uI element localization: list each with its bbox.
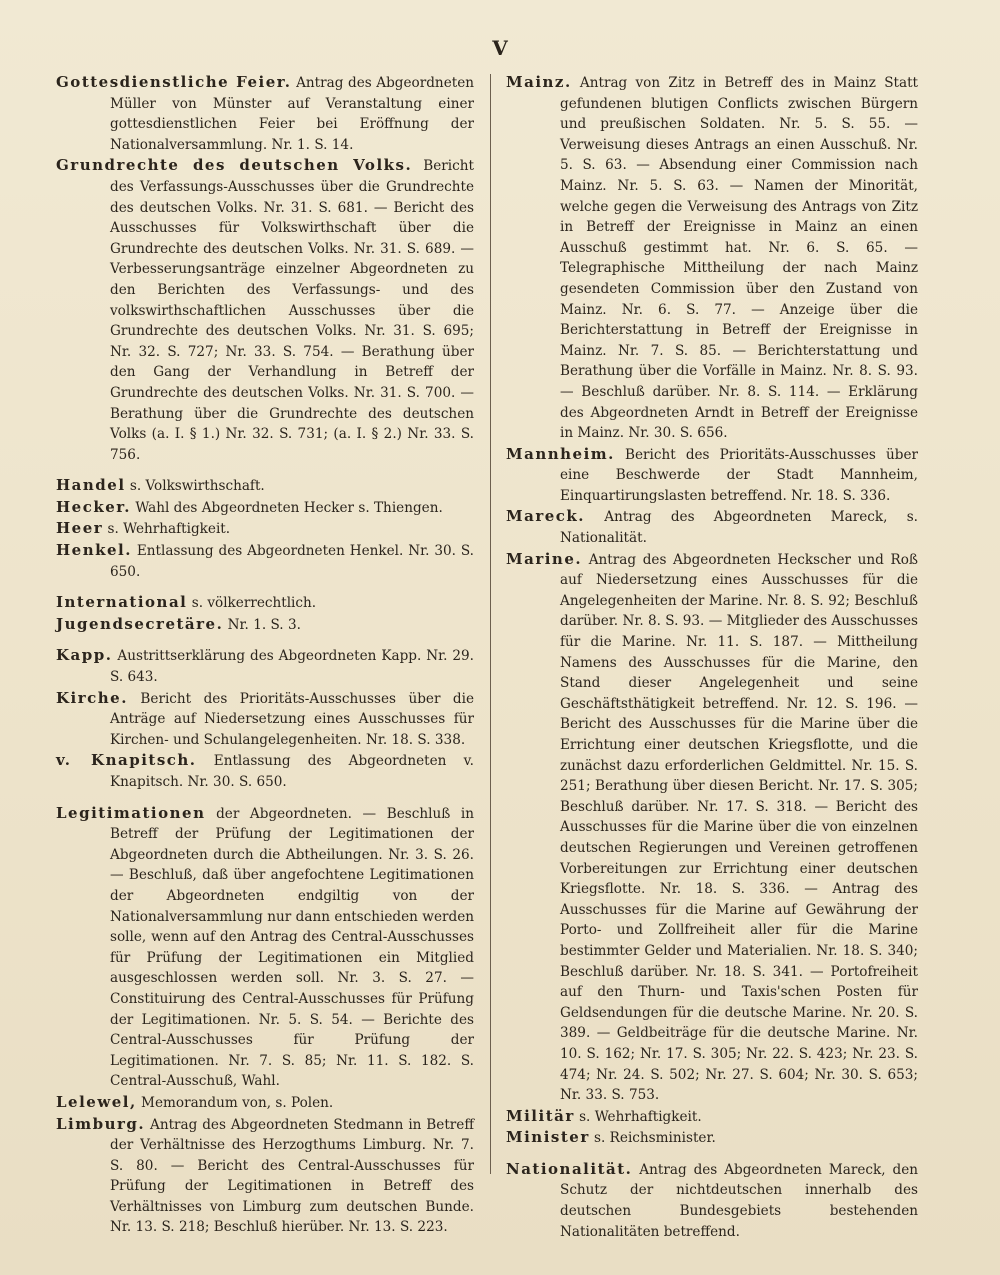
entry-text: s. Wehrhaftigkeit. <box>574 1108 702 1125</box>
entry-keyword: Handel <box>56 476 126 495</box>
entry-text: s. Reichsminister. <box>589 1130 716 1147</box>
entry-text: Austrittserklärung des Abgeordneten Kapp. Nr. 29. S. 643. <box>110 648 474 686</box>
right-column <box>506 72 918 1242</box>
entry-text: s. Volkswirthschaft. <box>125 478 265 495</box>
index-entry <box>56 518 474 540</box>
index-entry <box>56 614 474 636</box>
entry-keyword: Henkel. <box>56 541 132 560</box>
index-entry <box>56 497 474 519</box>
index-entry <box>506 506 918 548</box>
index-entry <box>56 688 474 751</box>
entry-keyword: Nationalität. <box>506 1159 633 1178</box>
index-entry <box>56 750 474 792</box>
index-entry <box>506 549 918 1106</box>
entry-text: Bericht des Prioritäts-Ausschusses über die Anträge auf Niedersetzung eines Ausschusses für Kirchen- und Schulangelegenheiten. Nr. 18. S. 338. <box>110 690 474 748</box>
entry-keyword: Hecker. <box>56 497 132 516</box>
index-entry <box>56 540 474 582</box>
entry-keyword: Mannheim. <box>506 444 615 463</box>
entry-keyword: Limburg. <box>56 1114 146 1133</box>
entry-keyword: Mainz. <box>506 73 572 91</box>
entry-text: Memorandum von, s. Polen. <box>136 1094 334 1111</box>
entry-text: Bericht des Prioritäts-Ausschusses über eine Beschwerde der Stadt Mannheim, Einquartirungslasten betreffend. Nr. 18. S. 336. <box>560 446 918 504</box>
entry-text: Antrag des Abgeordneten Heckscher und Roß auf Niedersetzung eines Ausschusses für die Angelegenheiten der Marine. Nr. 8. S. 92; Beschluß darüber. Nr. 8. S. 93. — Mitglieder des Ausschusses für die Marine. Nr. 11. S. 187. — Mittheilung Namens des Ausschusses für die Marine, den Stand dieser Angelegenheit und seine Geschäftsthätigkeit betreffend. Nr. 12. S. 196. — Bericht des Ausschusses für die Marine über die Errichtung einer deutschen Kriegsflotte, und die zunächst dazu erforderlichen Geldmittel. Nr. 15. S. 251; Berathung über diesen Bericht. Nr. 17. S. 305; Beschluß darüber. Nr. 17. S. 318. — Bericht des Ausschusses für die Marine über die von einzelnen deutschen Regierungen und Vereinen getroffenen Vorbereitungen zur Errichtung einer deutschen Kriegsflotte. Nr. 18. S. 336. — Antrag des Ausschusses für die Marine auf Gewährung der Porto- und Zollfreiheit aller für die Marine bestimmter Gelder und Materialien. Nr. 18. S. 340; Beschluß darüber. Nr. 18. S. 341. — Portofreiheit auf den Thurn- und Taxis'schen Posten für Geldsendungen für die deutsche Marine. Nr. 20. S. 389. — Geldbeiträge für die deutsche Marine. Nr. 10. S. 162; Nr. 17. S. 305; Nr. 22. S. 423; Nr. 23. S. 474; Nr. 24. S. 502; Nr. 27. S. 604; Nr. 30. S. 653; Nr. 33. S. 753. <box>560 551 919 1104</box>
index-entry <box>506 1159 918 1242</box>
entry-keyword: Legitimationen <box>56 803 206 822</box>
entry-keyword: International <box>56 593 188 612</box>
entry-text: s. Wehrhaftigkeit. <box>103 521 231 538</box>
entry-keyword: Gottesdienstliche Feier. <box>56 73 292 91</box>
index-entry <box>506 72 918 444</box>
index-entry <box>56 803 474 1092</box>
entry-keyword: Grundrechte des deutschen Volks. <box>56 156 413 175</box>
entry-text: Antrag des Abgeordneten Mareck, s. Nationalität. <box>560 509 918 547</box>
entry-text: Wahl des Abgeordneten Hecker s. Thiengen. <box>131 499 443 516</box>
entry-keyword: Jugendsecretäre. <box>56 614 224 633</box>
entry-keyword: Militär <box>506 1106 575 1125</box>
index-entry <box>56 72 474 155</box>
entry-text: s. völkerrechtlich. <box>187 595 317 612</box>
entry-text: Entlassung des Abgeordneten Henkel. Nr. 30. S. 650. <box>110 543 474 580</box>
index-entry <box>56 475 474 497</box>
entry-keyword: Lelewel, <box>56 1092 137 1111</box>
index-entry <box>56 1092 474 1114</box>
entry-keyword: Minister <box>506 1128 590 1147</box>
entry-keyword: Marine. <box>506 549 583 568</box>
index-entry <box>506 444 918 507</box>
index-entry <box>506 1127 918 1149</box>
index-entry <box>56 592 474 614</box>
entry-keyword: Kirche. <box>56 688 128 707</box>
index-entry <box>56 155 474 465</box>
index-entry <box>56 645 474 687</box>
left-column <box>56 72 474 1238</box>
entry-keyword: Mareck. <box>506 507 586 526</box>
entry-keyword: Kapp. <box>56 646 113 665</box>
entry-keyword: v. Knapitsch. <box>56 751 197 770</box>
entry-text: Nr. 1. S. 3. <box>223 616 301 633</box>
entry-text: Antrag des Abgeordneten Mareck, den Schutz der nichtdeutschen innerhalb des deutschen Bundesgebiets bestehenden Nationalitäten betreffend. <box>560 1161 918 1240</box>
column-divider <box>490 74 491 1174</box>
entry-keyword: Heer <box>56 519 104 538</box>
entry-text: Bericht des Verfassungs-Ausschusses über die Grundrechte des deutschen Volks. Nr. 31. S. 681. — Bericht des Ausschusses für Volkswirthschaft über die Grundrechte des deutschen Volks. Nr. 31. S. 689. — Verbesserungsanträge einzelner Abgeordneten zu den Berichten des Verfassungs- und des volkswirthschaftlichen Ausschusses über die Grundrechte des deutschen Volks. Nr. 31. S. 695; Nr. 32. S. 727; Nr. 33. S. 754. — Berathung über den Gang der Verhandlung in Betreff der Grundrechte des deutschen Volks. Nr. 31. S. 700. — Berathung über die Grundrechte des deutschen Volks (a. I. § 1.) Nr. 32. S. 731; (a. I. § 2.) Nr. 33. S. 756. <box>110 158 474 463</box>
entry-text: Antrag des Abgeordneten Stedmann in Betreff der Verhältnisse des Herzogthums Limburg. Nr. 7. S. 80. — Bericht des Central-Ausschusses für Prüfung der Legitimationen in Betreff des Verhältnisses von Limburg zum deutschen Bunde. Nr. 13. S. 218; Beschluß hierüber. Nr. 13. S. 223. <box>110 1116 474 1236</box>
index-entry <box>56 1114 474 1239</box>
entry-text: Antrag von Zitz in Betreff des in Mainz Statt gefundenen blutigen Conflicts zwischen Bürgern und preußischen Soldaten. Nr. 5. S. 55. — Verweisung dieses Antrags an einen Ausschuß. Nr. 5. S. 63. — Absendung einer Commission nach Mainz. Nr. 5. S. 63. — Namen der Minorität, welche gegen die Verweisung des Antrags von Zitz in Betreff der Ereignisse in Mainz an einen Ausschuß gestimmt hat. Nr. 6. S. 65. — Telegraphische Mittheilung der nach Mainz gesendeten Commission über den Zustand von Mainz. Nr. 6. S. 77. — Anzeige über die Berichterstattung in Betreff der Ereignisse in Mainz. Nr. 7. S. 85. — Berichterstattung und Berathung über die Vorfälle in Mainz. Nr. 8. S. 93. — Beschluß darüber. Nr. 8. S. 114. — Erklärung des Abgeordneten Arndt in Betreff der Ereignisse in Mainz. Nr. 30. S. 656. <box>560 75 918 442</box>
page-number: V <box>492 36 508 60</box>
entry-text: der Abgeordneten. — Beschluß in Betreff der Prüfung der Legitimationen der Abgeordneten durch die Abtheilungen. Nr. 3. S. 26. — Beschluß, daß über angefochtene Legitimationen der Abgeordneten endgiltig von der Nationalversammlung nur dann entschieden werden solle, wenn auf den Antrag des Central-Ausschusses für Prüfung der Legitimationen ein Mitglied ausgeschlossen werden soll. Nr. 3. S. 27. — Constituirung des Central-Ausschusses für Prüfung der Legitimationen. Nr. 5. S. 54. — Berichte des Central-Ausschusses für Prüfung der Legitimationen. Nr. 7. S. 85; Nr. 11. S. 182. S. Central-Ausschuß, Wahl. <box>110 805 474 1090</box>
entry-text: Antrag des Abgeordneten Müller von Münster auf Veranstaltung einer gottesdienstlichen Feier bei Eröffnung der Nationalversammlung. Nr. 1. S. 14. <box>110 75 474 153</box>
entry-text: Entlassung des Abgeordneten v. Knapitsch. Nr. 30. S. 650. <box>110 753 474 790</box>
index-entry <box>506 1106 918 1128</box>
